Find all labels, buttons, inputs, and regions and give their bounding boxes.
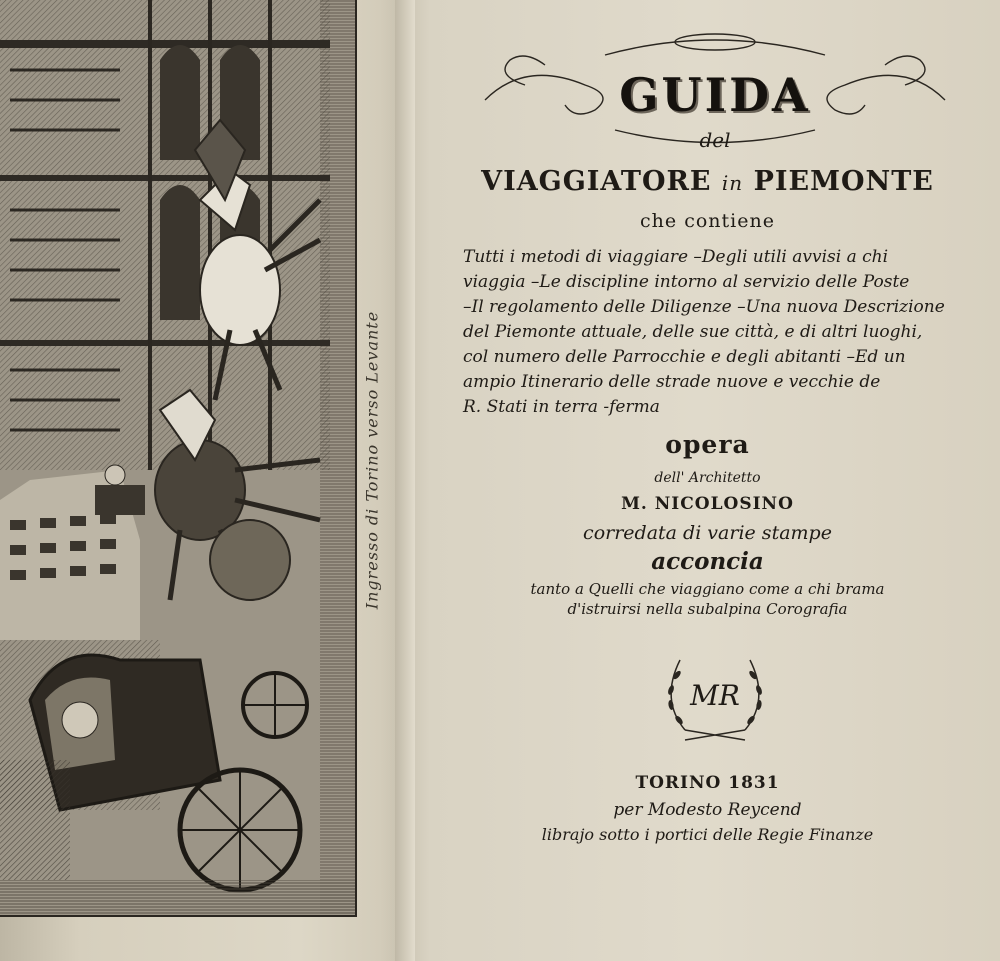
corredata-line: corredata di varie stampe — [583, 522, 832, 544]
audience-line-2: d'istruirsi nella subalpina Corografia — [567, 600, 848, 618]
architetto-label: dell' Architetto — [654, 470, 761, 486]
description-line: Tutti i metodi di viaggiare –Degli utili avvisi a chi — [463, 247, 889, 267]
acconcia-label: acconcia — [651, 548, 764, 575]
book-title: GUIDA — [619, 68, 811, 122]
author-name: M. NICOLOSINO — [621, 494, 794, 514]
description — [463, 245, 963, 420]
subtitle-in: in — [721, 171, 744, 195]
subtitle-main: VIAGGIATORE — [481, 166, 712, 197]
book-gutter — [395, 0, 415, 961]
monogram-letters: MR — [690, 679, 740, 712]
description-line: –Il regolamento delle Diligenze –Una nuova Descrizione — [463, 297, 945, 317]
publisher-monogram — [655, 645, 775, 745]
building-arcades — [0, 0, 330, 470]
caption-text: Ingresso di Torino verso Levante — [362, 310, 382, 610]
frontispiece-caption — [352, 230, 392, 690]
title-del: del — [699, 128, 731, 152]
title-page — [415, 0, 1000, 961]
description-line: ampio Itinerario delle strade nuove e vecchie de — [463, 372, 881, 392]
subtitle — [415, 166, 1000, 197]
imprint-place-year: TORINO 1831 — [635, 773, 780, 793]
description-line: col numero delle Parrocchie e degli abitanti –Ed un — [463, 347, 906, 367]
audience-line: tanto a Quelli che viaggiano come a chi brama — [530, 580, 885, 598]
subtitle-place: PIEMONTE — [753, 166, 934, 197]
contiene-line: che contiene — [640, 210, 775, 232]
description-line: viaggia –Le discipline intorno al servizio delle Poste — [463, 272, 910, 292]
imprint-address: librajo sotto i portici delle Regie Finanze — [541, 825, 874, 844]
frontispiece-engraving — [0, 0, 357, 917]
imprint-publisher: per Modesto Reycend — [613, 800, 802, 820]
title-block — [465, 30, 965, 150]
description-line: R. Stati in terra -ferma — [463, 397, 660, 417]
description-line: del Piemonte attuale, delle sue città, e di altri luoghi, — [463, 322, 923, 342]
left-page — [0, 0, 395, 961]
opera-label: opera — [665, 430, 750, 459]
